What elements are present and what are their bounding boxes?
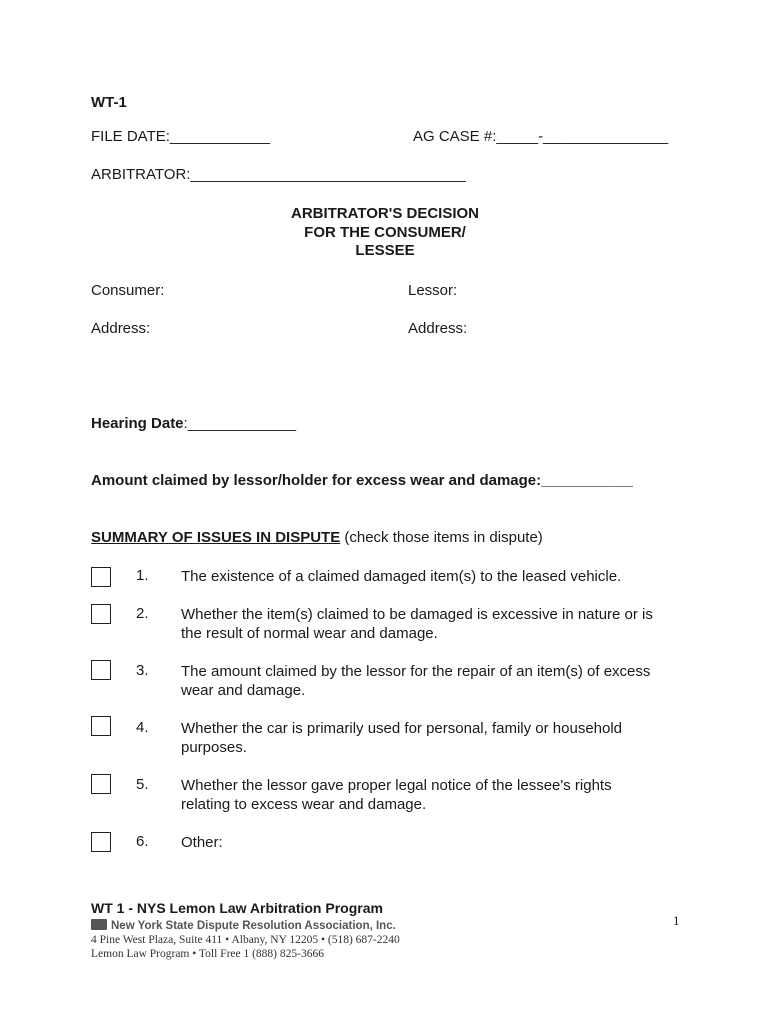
issue-6-checkbox[interactable] [91,832,111,852]
issue-4-text [181,719,622,757]
summary-heading [91,529,543,546]
title-line-2: FOR THE CONSUMER/ [304,223,466,241]
consumer-address-label: Address: [91,320,151,337]
issue-3-line-2: wear and damage. [181,682,306,699]
footer-org-name: New York State Dispute Resolution Association, Inc. [111,920,396,932]
issue-4-line-1: Whether the car is primarily used for personal, family or household [181,720,623,737]
issue-1-checkbox[interactable] [91,567,111,587]
consumer-label: Consumer: [91,282,165,299]
nysdra-logo-icon [91,919,107,930]
summary-heading-note: (check those items in dispute) [340,529,543,546]
issue-4-checkbox[interactable] [91,716,111,736]
issue-2-number: 2. [136,605,149,622]
issue-1-text [181,567,621,586]
summary-heading-title: SUMMARY OF ISSUES IN DISPUTE [91,529,341,546]
issue-5-checkbox[interactable] [91,774,111,794]
issue-5-text [181,776,612,814]
hearing-date-blank[interactable]: :_____________ [183,415,297,432]
issue-2-line-2: the result of normal wear and damage. [181,625,438,642]
title-line-3: LESSEE [355,242,415,259]
issue-6-number: 6. [136,833,149,850]
issue-3-line-1: The amount claimed by the lessor for the repair of an item(s) of excess [181,663,651,680]
ag-case-field[interactable]: AG CASE #:_____-_______________ [413,128,669,145]
issue-4-line-2: purposes. [181,739,247,756]
issue-1-line-1: The existence of a claimed damaged item(s) to the leased vehicle. [181,568,622,585]
arbitrator-field[interactable]: ARBITRATOR:_________________________________ [91,166,466,183]
issue-2-text [181,605,653,643]
footer-tollfree: Lemon Law Program • Toll Free 1 (888) 825-3666 [91,948,324,960]
footer-address: 4 Pine West Plaza, Suite 411 • Albany, NY 12205 • (518) 687-2240 [91,934,400,946]
title-line-1: ARBITRATOR'S DECISION [290,205,480,222]
hearing-date-field[interactable] [91,415,296,432]
issue-4-number: 4. [136,719,149,736]
issue-6-line-1: Other: [181,834,223,851]
issue-1-number: 1. [136,567,149,584]
page-number: 1 [673,913,680,928]
issue-3-text [181,662,650,700]
issue-5-line-2: relating to excess wear and damage. [181,796,427,813]
form-id: WT-1 [91,94,127,111]
issue-6-text [181,833,223,852]
footer-org [91,919,396,932]
lessor-label: Lessor: [408,282,458,299]
issue-2-checkbox[interactable] [91,604,111,624]
hearing-date-label: Hearing Date [91,415,184,432]
lessor-address-label: Address: [408,320,468,337]
issue-3-checkbox[interactable] [91,660,111,680]
amount-claimed-field[interactable]: Amount claimed by lessor/holder for excess wear and damage:___________ [91,472,633,489]
issue-3-number: 3. [136,662,149,679]
footer-program-title: WT 1 - NYS Lemon Law Arbitration Program [91,900,383,916]
issue-5-line-1: Whether the lessor gave proper legal notice of the lessee's rights [181,777,612,794]
issue-5-number: 5. [136,776,149,793]
issue-2-line-1: Whether the item(s) claimed to be damaged is excessive in nature or is [181,606,653,623]
document-title [230,205,540,261]
file-date-field[interactable]: FILE DATE:____________ [91,128,271,145]
